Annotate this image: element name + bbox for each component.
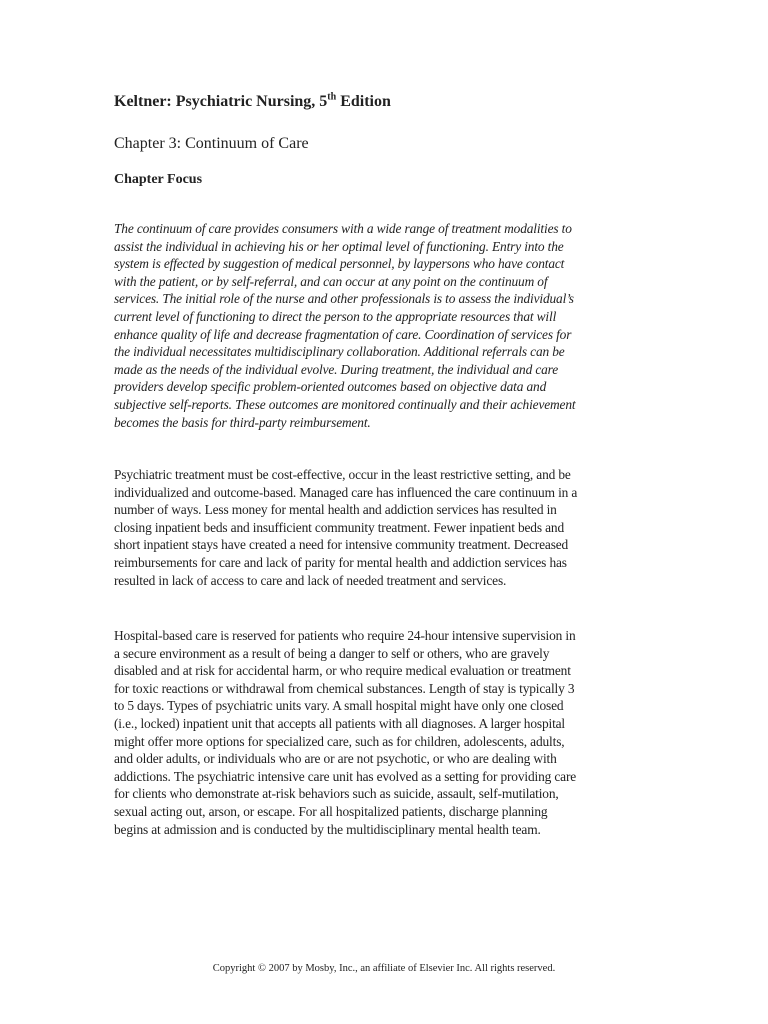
paragraph-line: disabled and at risk for accidental harm, or who require medical evaluation or treatment bbox=[114, 663, 571, 679]
chapter-focus-paragraph bbox=[114, 220, 654, 431]
paragraph-line: a secure environment as a result of being a danger to self or others, who are gravely bbox=[114, 645, 550, 661]
paragraph-line: the individual necessitates multidisciplinary collaboration. Additional referrals can be bbox=[114, 344, 565, 360]
paragraph-line: individualized and outcome-based. Managed care has influenced the care continuum in a bbox=[114, 484, 578, 500]
paragraph-line: system is effected by suggestion of medical personnel, by laypersons who have contact bbox=[114, 256, 565, 272]
chapter-title: Chapter 3: Continuum of Care bbox=[114, 135, 309, 152]
chapter-focus-heading: Chapter Focus bbox=[114, 172, 203, 187]
paragraph-line: services. The initial role of the nurse and other professionals is to assess the individual’s bbox=[114, 291, 574, 307]
paragraph-line: (i.e., locked) inpatient unit that accepts all patients with all diagnoses. A larger hospital bbox=[114, 715, 566, 731]
cost-effective-treatment-paragraph bbox=[114, 466, 654, 589]
paragraph-line: subjective self-reports. These outcomes are monitored continually and their achievement bbox=[114, 396, 576, 412]
paragraph-line: Psychiatric treatment must be cost-effective, occur in the least restrictive setting, and be bbox=[114, 467, 571, 482]
paragraph-line: made as the needs of the individual evolve. During treatment, the individual and care bbox=[114, 361, 559, 377]
paragraph-line: number of ways. Less money for mental health and addiction services has resulted in bbox=[114, 502, 557, 518]
paragraph-line: current level of functioning to direct the person to the appropriate resources that will bbox=[114, 308, 557, 324]
paragraph-line: to 5 days. Types of psychiatric units vary. A small hospital might have only one closed bbox=[114, 698, 564, 714]
book-title-text: Keltner: Psychiatric Nursing, 5 bbox=[114, 93, 328, 110]
paragraph-line: closing inpatient beds and insufficient community treatment. Fewer inpatient beds and bbox=[114, 519, 564, 535]
paragraph-line: with the patient, or by self-referral, and can occur at any point on the continuum of bbox=[114, 273, 548, 289]
paragraph-line: and older adults, or individuals who are or are not psychotic, or who are dealing with bbox=[114, 751, 557, 767]
hospital-based-care-paragraph bbox=[114, 627, 654, 838]
paragraph-line: The continuum of care provides consumers with a wide range of treatment modalities to bbox=[114, 221, 572, 236]
paragraph-line: short inpatient stays have created a need for intensive community treatment. Decreased bbox=[114, 537, 569, 553]
paragraph-line: sexual acting out, arson, or escape. For all hospitalized patients, discharge planning bbox=[114, 803, 548, 819]
paragraph-line: for toxic reactions or withdrawal from chemical substances. Length of stay is typically 3 bbox=[114, 680, 575, 696]
paragraph-line: enhance quality of life and decrease fragmentation of care. Coordination of services for bbox=[114, 326, 572, 342]
paragraph-line: becomes the basis for third-party reimbursement. bbox=[114, 414, 371, 430]
paragraph-line: addictions. The psychiatric intensive care unit has evolved as a setting for providing care bbox=[114, 768, 577, 784]
paragraph-line: reimbursements for care and lack of parity for mental health and addiction services has bbox=[114, 554, 567, 570]
book-title bbox=[114, 93, 391, 111]
copyright-footer: Copyright © 2007 by Mosby, Inc., an affiliate of Elsevier Inc. All rights reserved. bbox=[212, 963, 556, 974]
paragraph-line: resulted in lack of access to care and lack of needed treatment and services. bbox=[114, 572, 507, 588]
edition-suffix: Edition bbox=[336, 93, 391, 110]
paragraph-line: providers develop specific problem-oriented outcomes based on objective data and bbox=[114, 379, 547, 395]
edition-superscript: th bbox=[327, 91, 337, 103]
paragraph-line: assist the individual in achieving his or her optimal level of functioning. Entry into the bbox=[114, 238, 564, 254]
paragraph-line: might offer more options for specialized care, such as for children, adolescents, adults, bbox=[114, 733, 565, 749]
paragraph-line: for clients who demonstrate at-risk behaviors such as suicide, assault, self-mutilation, bbox=[114, 786, 559, 802]
paragraph-line: Hospital-based care is reserved for patients who require 24-hour intensive supervision in bbox=[114, 628, 576, 643]
paragraph-line: begins at admission and is conducted by the multidisciplinary mental health team. bbox=[114, 821, 541, 837]
